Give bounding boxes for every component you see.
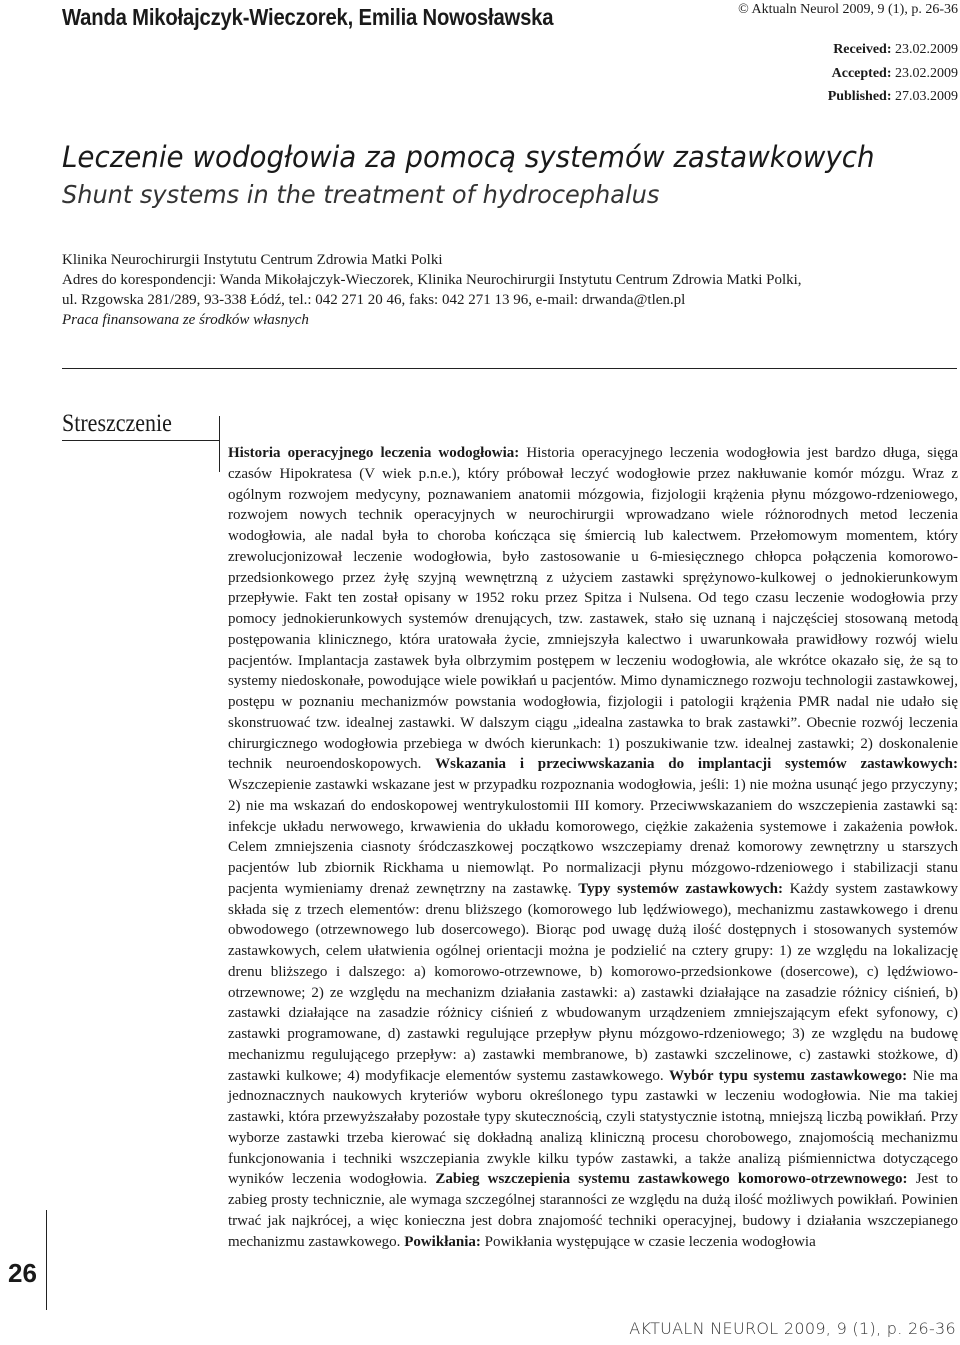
page-number: 26 [8, 1258, 37, 1288]
paragraph-lead-shunt-choice: Wybór typu systemu zastawkowego: [669, 1067, 908, 1084]
section-title-underline [62, 440, 220, 441]
paragraph-lead-procedure: Zabieg wszczepienia systemu zastawkowego komorowo-otrzewnowego: [435, 1171, 908, 1188]
paragraph-text-shunt-choice: Nie ma jednoznacznych naukowych kryteriów wyboru określonego typu zastawki w leczeniu wodogłowia. Nie ma takiej zastawki, która przewyższałaby pozostałe typy skutecznością, czyli statystycznie istotną, mniejszą liczbą powikłań. Przy wyborze zastawki trzeba kierować się dokładną analizą kliniczną procesu chorobowego, znajomością mechanizmu funkcjonowania i techniki wszczepiania zwykle kilku typów zastawki, a także analizą piśmiennictwa dotyczącego wyników leczenia wodogłowia. [228, 1067, 959, 1188]
published-date: 27.03.2009 [895, 89, 958, 104]
section-title: Streszczenie [62, 410, 172, 437]
published-label: Published: [827, 89, 892, 104]
accepted-date: 23.02.2009 [895, 66, 958, 81]
paragraph-text-complications: Powikłania występujące w czasie leczenia wodogłowia [480, 1233, 816, 1250]
paragraph-text-procedure: Jest to zabieg prosty technicznie, ale wymaga szczególnej staranności ze względu na dużą ilość możliwych powikłań. Powinien trwać jak najkrócej, a więc konieczna jest dobra znajomość techniki operacyjnej, budowy i działania wszczepianego mechanizmu zastawkowego. [228, 1171, 959, 1250]
author-names: Wanda Mikołajczyk-Wieczorek, Emilia Nowosławska [62, 4, 554, 30]
received-date-line [833, 42, 958, 58]
paragraph-text-indications: Wszczepienie zastawki wskazane jest w przypadku rozpoznania wodogłowia, jeśli: 1) nie można usunąć jego przyczyny; 2) nie ma wskazań do endoskopowej wentrykulostomii III komory. Przeciwwskazaniem do wszczepienia zastawki są: infekcje układu nerwowego, krwawienia do układu komorowego, ciężkie zakażenia systemowe i zakażenia powłok. Celem zmniejszenia ciasnoty śródczaszkowej początkowo wszczepiamy drenaż komorowy zewnętrzny u starszych pacjentów lub zbiornik Rickhama u niemowląt. Po normalizacji płynu mózgowo-rdzeniowego i stabilizacji stanu pacjenta wymieniamy drenaż zewnętrzny na zastawkę. [228, 777, 958, 897]
funding-note: Praca finansowana ze środków własnych [62, 312, 309, 328]
section-title-vertical-rule [219, 416, 220, 472]
accepted-label: Accepted: [831, 66, 892, 81]
correspondence-address-line-2: ul. Rzgowska 281/289, 93-338 Łódź, tel.: 042 271 20 46, faks: 042 271 13 96, e-mail: drwanda@tlen.pl [62, 292, 686, 308]
article-title-polish: Leczenie wodogłowia za pomocą systemów zastawkowych [62, 140, 875, 174]
paragraph-lead-complications: Powikłania: [404, 1233, 481, 1250]
article-title-english: Shunt systems in the treatment of hydrocephalus [62, 180, 660, 209]
journal-citation: © Aktualn Neurol 2009, 9 (1), p. 26-36 [738, 2, 958, 17]
abstract-body [228, 443, 958, 1252]
published-date-line [828, 89, 958, 105]
page-number-rule [46, 1210, 47, 1310]
abstract-paragraph [228, 443, 958, 1252]
paragraph-lead-history: Historia operacyjnego leczenia wodogłowia: [228, 445, 520, 461]
running-footer: AKTUALN NEUROL 2009, 9 (1), p. 26-36 [629, 1319, 956, 1338]
affiliation-block [62, 250, 957, 330]
header-divider [62, 368, 957, 369]
correspondence-address-line-1: Adres do korespondencji: Wanda Mikołajczyk-Wieczorek, Klinika Neurochirurgii Instytutu Centrum Zdrowia Matki Polki, [62, 272, 802, 288]
paragraph-lead-shunt-types: Typy systemów zastawkowych: [578, 880, 784, 897]
paragraph-text-history: Historia operacyjnego leczenia wodogłowia jest bardzo długa, sięga czasów Hipokratesa (V wiek p.n.e.), który próbował leczyć wodogłowie przez nakłuwanie komór mózgu. Wraz z ogólnym rozwojem medycyny, poznawaniem anatomii mózgowia, fizjologii krążenia płynu mózgowo-rdzeniowego, rozwojem nowych technik operacyjnych w neurochirurgii wprowadzano wiele różnorodnych metod leczenia wodogłowia, ale nadal była to choroba kończąca się śmiercią lub kalectwem. Przełomowym momentem, który zrewolucjonizował leczenie wodogłowia, było zastosowanie u 6-miesięcznego chłopca połączenia komorowo-przedsionkowego przez żyłę szyjną wewnętrzną z użyciem zastawki sprężynowo-kulkowej o jednokierunkowym przepływie. Fakt ten został opisany w 1952 roku przez Spitza i Nulsena. Od tego czasu leczenie wodogłowia przy pomocy jednokierunkowych systemów drenujących, tzw. zastawek, stało się uznaną i najczęściej stosowaną metodą postępowania klinicznego, która uratowała życie, zmniejszyła kalectwo i uwarunkowała prawidłowy rozwój wielu pacjentów. Implantacja zastawek była olbrzymim postępem w leczeniu wodogłowia, ale wkrótce okazało się, że są to systemy niedoskonałe, powodujące wiele powikłań u pacjentów. Mimo dynamicznego rozwoju technologii zastawkowej, postępu w poznaniu mechanizmów powstania wodogłowia, fizjologii i patologii krążenia PMR nadal nie udało się skonstruować tzw. idealnej zastawki. W dalszym ciągu „idealna zastawka to brak zastawki”. Obecnie rozwój leczenia chirurgicznego wodogłowia przebiega w dwóch kierunkach: 1) poszukiwanie tzw. idealnej zastawki; 2) doskonalenie technik neuroendoskopowych. [228, 445, 959, 773]
paragraph-text-shunt-types: Każdy system zastawkowy składa się z trzech elementów: drenu bliższego (komorowego lub lędźwiowego), mechanizmu zastawkowego i drenu obwodowego (otrzewnowego lub dosercowego). Biorąc pod uwagę dużą ilość dostępnych i stosowanych systemów zastawkowych, celem ułatwienia ogólnej orientacji można je podzielić na cztery grupy: 1) ze względu na lokalizację drenu bliższego i dalszego: a) komorowo-otrzewnowe, b) komorowo-przedsionkowe (dosercowe), c) lędźwiowo-otrzewnowe; 2) ze względu na mechanizm działania zastawki: a) zastawki działające na zasadzie różnicy ciśnień, b) zastawki działające na zasadzie różnicy ciśnień z wbudowanym urządzeniem zmniejszającym efekt syfonowy, c) zastawki programowane, d) zastawki regulujące przepływ płynu mózgowo-rdzeniowego; 3) ze względu na budowę mechanizmu regulującego przepływ: a) zastawki membranowe, b) zastawki szczelinowe, c) zastawki stożkowe, d) zastawki kulkowe; 4) modyfikacje elementów systemu zastawkowego. [228, 880, 958, 1084]
paragraph-lead-indications: Wskazania i przeciwwskazania do implantacji systemów zastawkowych: [435, 756, 958, 773]
received-date: 23.02.2009 [895, 42, 958, 57]
received-label: Received: [833, 42, 892, 57]
institution: Klinika Neurochirurgii Instytutu Centrum Zdrowia Matki Polki [62, 252, 443, 268]
accepted-date-line [832, 66, 958, 82]
